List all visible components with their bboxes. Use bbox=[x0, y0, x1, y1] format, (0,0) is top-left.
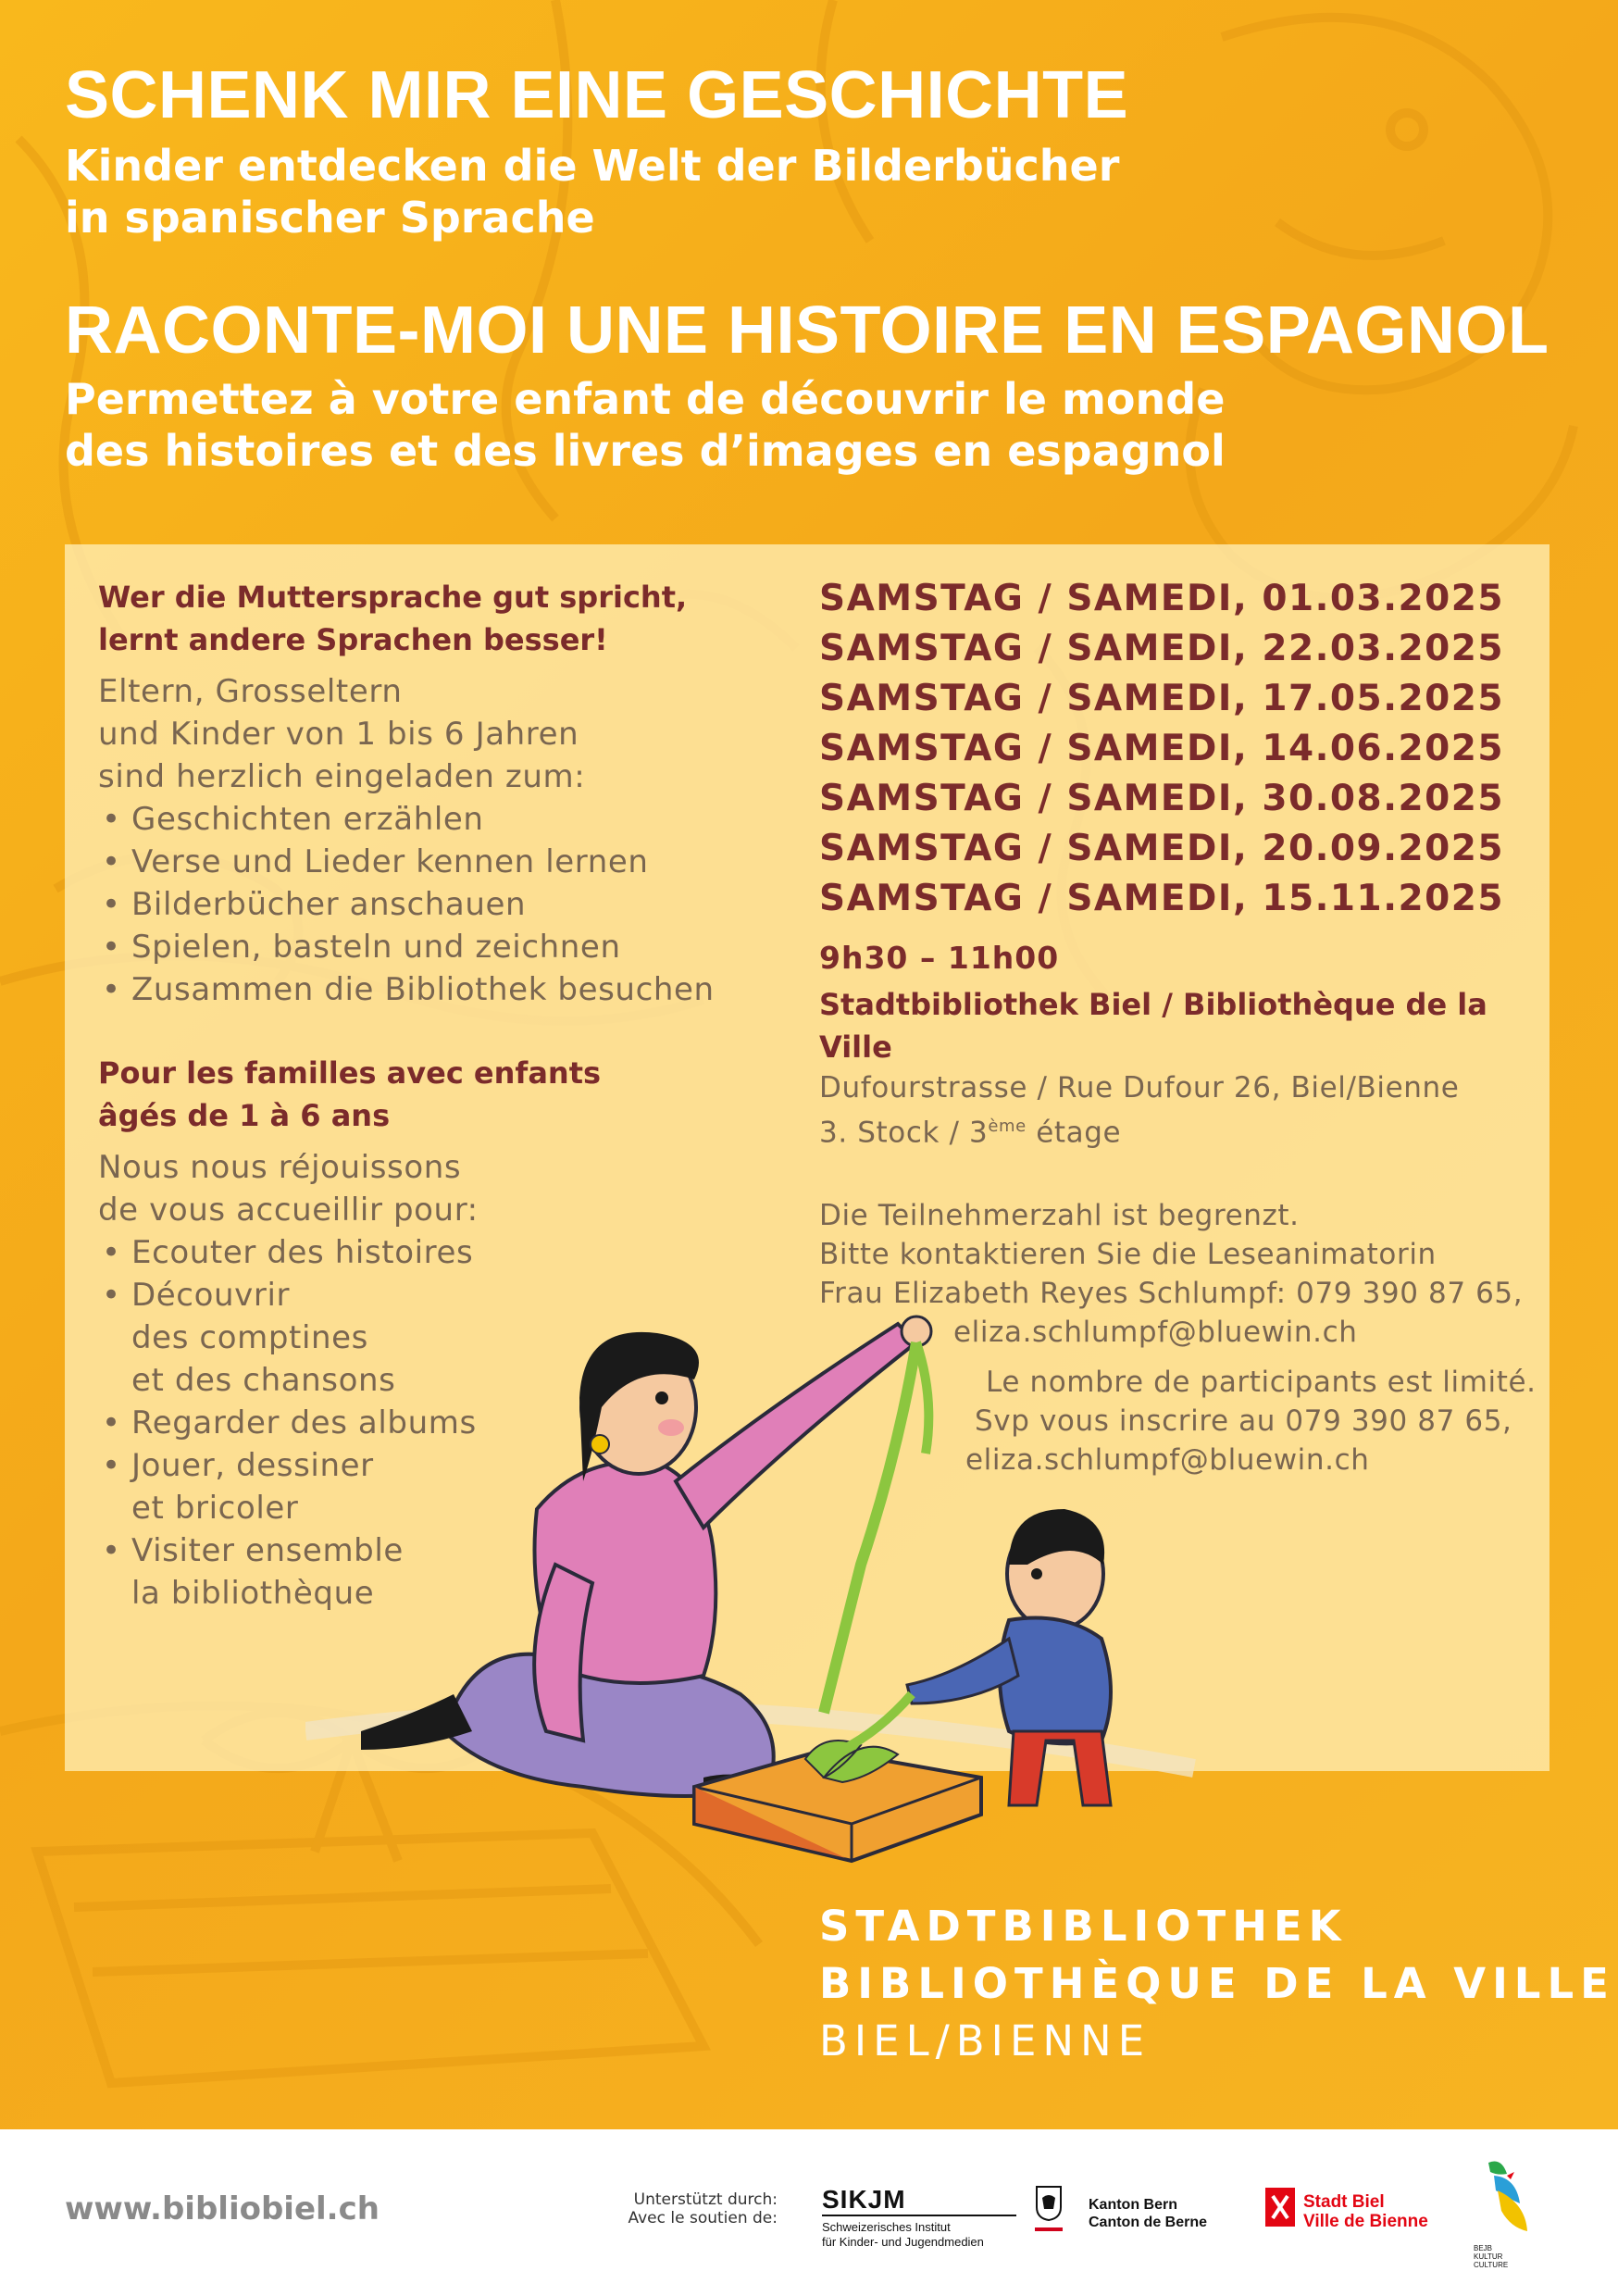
sikjm-subtitle bbox=[822, 2220, 984, 2250]
bern-coat-of-arms-icon bbox=[1035, 2185, 1063, 2222]
event-date: SAMSTAG / SAMEDI, 01.03.2025 bbox=[819, 578, 1505, 619]
address-line1: Dufourstrasse / Rue Dufour 26, Biel/Bienne bbox=[819, 1071, 1460, 1104]
address-line2 bbox=[819, 1107, 1550, 1152]
list-item-line: des comptines bbox=[131, 1319, 368, 1356]
kultur-line2: KULTUR bbox=[1474, 2252, 1503, 2261]
subtitle-german-line1: Kinder entdecken die Welt der Bilderbücher bbox=[65, 141, 1120, 191]
bern-underline bbox=[1035, 2227, 1063, 2231]
brand-line3: BIEL/BIENNE bbox=[819, 2016, 1151, 2065]
support-label-fr: Avec le soutien de: bbox=[628, 2209, 778, 2227]
list-item: • Spielen, basteln und zeichnen bbox=[98, 926, 765, 968]
list-item-line: Découvrir bbox=[131, 1277, 291, 1314]
list-item-line: Jouer, dessiner bbox=[131, 1447, 374, 1484]
list-item-line: Visiter ensemble bbox=[131, 1532, 404, 1569]
kanton-line1: Kanton Bern bbox=[1089, 2197, 1177, 2213]
list-item: • Zusammen die Bibliothek besuchen bbox=[98, 968, 765, 1011]
contact-german-line3: Frau Elizabeth Reyes Schlumpf: 079 390 87 65, bbox=[819, 1277, 1524, 1311]
contact-german-line2: Bitte kontaktieren Sie die Leseanimatorin bbox=[819, 1238, 1437, 1272]
list-item: • Ecouter des histoires bbox=[98, 1231, 765, 1274]
kultur-logo-text bbox=[1474, 2244, 1508, 2269]
list-item-line: la bibliothèque bbox=[131, 1575, 375, 1612]
biel-coat-of-arms-icon bbox=[1264, 2187, 1296, 2227]
floor-text: 3. Stock / 3 bbox=[819, 1116, 989, 1150]
subtitle-french-line2: des histoires et des livres d’images en espagnol bbox=[65, 426, 1226, 476]
list-item: • Bilderbücher anschauen bbox=[98, 883, 765, 926]
sikjm-sub2: für Kinder- und Jugendmedien bbox=[822, 2235, 984, 2249]
brand-line2: BIBLIOTHÈQUE DE LA VILLE bbox=[819, 1959, 1615, 2008]
library-brand bbox=[819, 1898, 1615, 2070]
list-item-line: et des chansons bbox=[131, 1362, 396, 1399]
list-item-line: et bricoler bbox=[131, 1490, 299, 1527]
support-label bbox=[574, 2190, 778, 2227]
sikjm-logo: SIKJM bbox=[822, 2185, 906, 2214]
floor-superscript: ème bbox=[988, 1117, 1027, 1136]
kanton-bern-logo bbox=[1089, 2196, 1207, 2231]
kultur-bird-logo-icon bbox=[1470, 2157, 1537, 2242]
event-date: SAMSTAG / SAMEDI, 14.06.2025 bbox=[819, 728, 1505, 769]
list-item: • Geschichten erzählen bbox=[98, 798, 765, 841]
stadt-biel-logo bbox=[1303, 2192, 1428, 2231]
contact-german-line1: Die Teilnehmerzahl ist begrenzt. bbox=[819, 1199, 1300, 1233]
event-time: 9h30 – 11h00 bbox=[819, 940, 1060, 976]
event-date: SAMSTAG / SAMEDI, 20.09.2025 bbox=[819, 828, 1505, 869]
brand-line1: STADTBIBLIOTHEK bbox=[819, 1902, 1348, 1951]
intro-german-line2: und Kinder von 1 bis 6 Jahren bbox=[98, 716, 579, 753]
event-date: SAMSTAG / SAMEDI, 30.08.2025 bbox=[819, 778, 1505, 819]
title-german: SCHENK MIR EINE GESCHICHTE bbox=[65, 58, 1129, 132]
title-french: RACONTE-MOI UNE HISTOIRE EN ESPAGNOL bbox=[65, 293, 1550, 368]
contact-french-line1: Le nombre de participants est limité. bbox=[986, 1366, 1537, 1400]
lead-german-line2: lernt andere Sprachen besser! bbox=[98, 622, 608, 657]
lead-german-line1: Wer die Muttersprache gut spricht, bbox=[98, 580, 688, 615]
event-date: SAMSTAG / SAMEDI, 17.05.2025 bbox=[819, 678, 1505, 719]
stadt-line2: Ville de Bienne bbox=[1303, 2212, 1428, 2231]
venue-name: Stadtbibliothek Biel / Bibliothèque de la Ville bbox=[819, 987, 1487, 1065]
contact-email-german[interactable]: eliza.schlumpf@bluewin.ch bbox=[953, 1316, 1358, 1350]
sikjm-sub1: Schweizerisches Institut bbox=[822, 2220, 951, 2234]
intro-german-line1: Eltern, Grosseltern bbox=[98, 673, 403, 710]
illustration-mother-child-book bbox=[305, 1176, 1213, 1889]
list-item: • Regarder des albums bbox=[98, 1402, 765, 1444]
intro-german-line3: sind herzlich eingeladen zum: bbox=[98, 758, 586, 795]
kanton-line2: Canton de Berne bbox=[1089, 2215, 1208, 2230]
sikjm-divider bbox=[822, 2215, 1016, 2216]
intro-french-line1: Nous nous réjouissons bbox=[98, 1149, 462, 1186]
contact-french-line2: Svp vous inscrire au 079 390 87 65, bbox=[975, 1404, 1512, 1439]
lead-french-line2: âgés de 1 à 6 ans bbox=[98, 1098, 391, 1133]
website-link[interactable]: www.bibliobiel.ch bbox=[65, 2190, 380, 2227]
event-date: SAMSTAG / SAMEDI, 15.11.2025 bbox=[819, 878, 1505, 919]
kultur-line3: CULTURE bbox=[1474, 2261, 1509, 2269]
subtitle-french-line1: Permettez à votre enfant de découvrir le monde bbox=[65, 374, 1226, 424]
kultur-line1: BEJB bbox=[1474, 2244, 1493, 2252]
support-label-de: Unterstützt durch: bbox=[633, 2190, 778, 2209]
floor-suffix: étage bbox=[1026, 1116, 1122, 1150]
bullet-list-german bbox=[98, 798, 765, 1011]
contact-email-french[interactable]: eliza.schlumpf@bluewin.ch bbox=[965, 1443, 1370, 1478]
list-item: • Verse und Lieder kennen lernen bbox=[98, 841, 765, 883]
intro-french-line2: de vous accueillir pour: bbox=[98, 1192, 479, 1229]
stadt-line1: Stadt Biel bbox=[1303, 2192, 1385, 2212]
subtitle-german-line2: in spanischer Sprache bbox=[65, 193, 595, 243]
event-date: SAMSTAG / SAMEDI, 22.03.2025 bbox=[819, 628, 1505, 669]
lead-french-line1: Pour les familles avec enfants bbox=[98, 1055, 602, 1091]
